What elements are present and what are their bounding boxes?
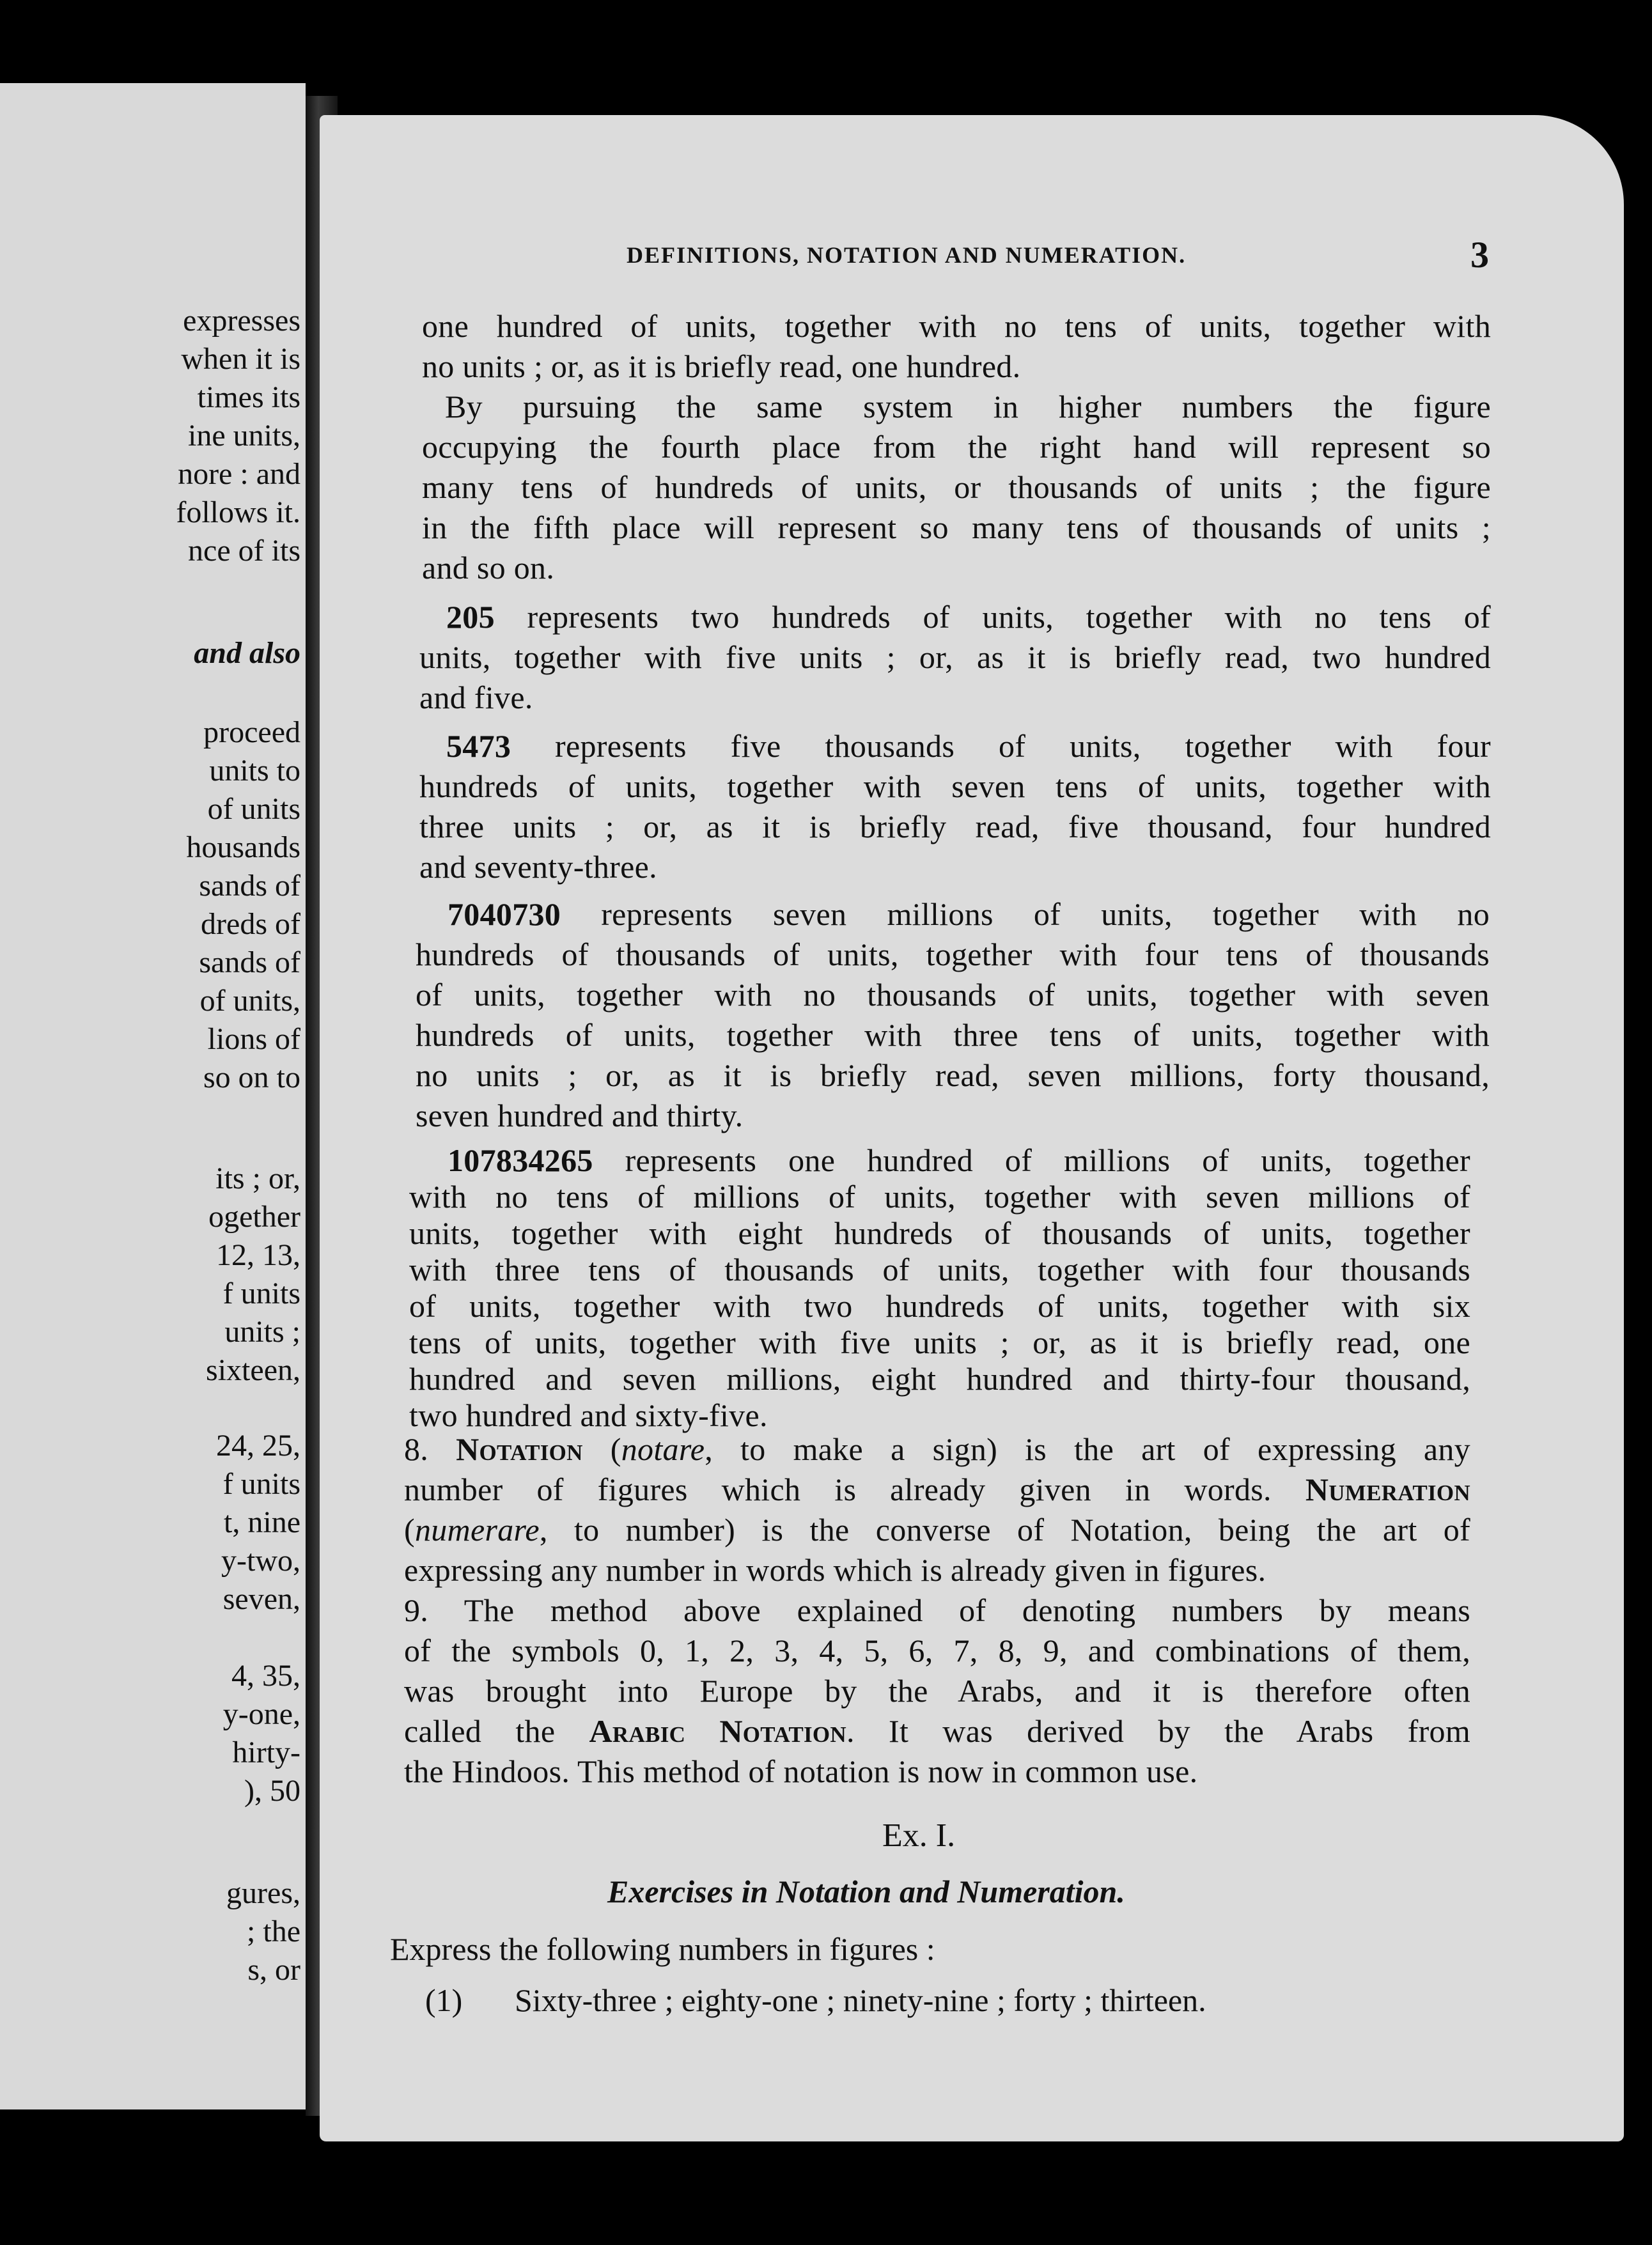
text-span: called the xyxy=(404,1713,589,1749)
text-span: expressing any number in words which is already given in figures. xyxy=(404,1552,1266,1588)
text-span: represents seven millions of units, together with no xyxy=(561,896,1490,932)
body-line xyxy=(416,938,1490,970)
left-page-line: ), 50 xyxy=(244,1774,300,1808)
text-span: represents five thousands of units, together with four xyxy=(511,728,1491,764)
left-page-line: hirty- xyxy=(232,1736,300,1769)
para8-line3 xyxy=(404,1514,1470,1546)
text-span: with three tens of thousands of units, together with four thousands xyxy=(409,1252,1470,1287)
text-span: hundred and seven millions, eight hundred and thirty-four thousand, xyxy=(409,1361,1470,1397)
text-span: two hundred and sixty-five. xyxy=(409,1397,768,1433)
text-span: units, together with five units ; or, as it is briefly read, two hundred xyxy=(419,639,1491,675)
text-span: one hundred of units, together with no tens of units, together with xyxy=(422,308,1491,344)
text-span: number of figures which is already given in words. xyxy=(404,1472,1305,1507)
text-span: and five. xyxy=(419,680,533,715)
para9-line1 xyxy=(404,1594,1470,1626)
text-span: tens of units, together with five units ; or, as it is briefly read, one xyxy=(409,1324,1470,1360)
text-span: represents two hundreds of units, together with no tens of xyxy=(494,599,1491,635)
left-page-line: units to xyxy=(209,754,300,788)
left-page-line: ; the xyxy=(247,1915,300,1948)
text-span: ( xyxy=(404,1512,415,1548)
left-page-line: follows it. xyxy=(176,495,300,529)
left-page-line: ine units, xyxy=(188,419,300,453)
left-page-line: gures, xyxy=(226,1876,300,1910)
left-page-line: t, nine xyxy=(224,1505,300,1539)
left-page-line: so on to xyxy=(203,1060,300,1094)
left-page-line: expresses xyxy=(183,304,300,338)
body-line xyxy=(416,1019,1490,1051)
text-span: units, together with eight hundreds of thousands of units, together xyxy=(409,1215,1470,1251)
text-span: no units ; or, as it is briefly read, one hundred. xyxy=(422,348,1021,384)
left-page-line: y-one, xyxy=(222,1697,300,1731)
para9-line5 xyxy=(404,1755,1470,1787)
left-page xyxy=(0,83,306,2109)
exercise-heading: Ex. I. xyxy=(882,1817,956,1854)
body-line xyxy=(446,601,1491,633)
body-line xyxy=(409,1363,1470,1395)
body-line xyxy=(419,811,1491,843)
body-line xyxy=(409,1399,1470,1431)
body-line xyxy=(419,641,1491,673)
left-page-line: units ; xyxy=(224,1315,300,1349)
figure-number: 5473 xyxy=(446,728,511,764)
figure-number: 205 xyxy=(446,599,495,635)
text-span: with no tens of millions of units, together with seven millions of xyxy=(409,1179,1470,1215)
text-span: three units ; or, as it is briefly read, five thousand, four hundred xyxy=(419,809,1491,844)
term-numerare: numerare xyxy=(414,1512,540,1548)
body-line xyxy=(446,730,1491,762)
text-span: hundreds of units, together with seven tens of units, together with xyxy=(419,768,1491,804)
para8-line4 xyxy=(404,1554,1470,1586)
body-line xyxy=(409,1326,1470,1358)
para8-line1 xyxy=(404,1433,1470,1465)
text-span: occupying the fourth place from the right hand will represent so xyxy=(422,429,1491,465)
left-page-line: ogether xyxy=(208,1200,300,1234)
left-page-line: and also xyxy=(194,636,300,670)
body-line xyxy=(419,681,1491,713)
body-line xyxy=(422,511,1491,543)
left-page-line: sands of xyxy=(199,869,300,903)
left-page-line: nore : and xyxy=(178,457,300,491)
body-line xyxy=(419,770,1491,802)
body-line xyxy=(409,1181,1470,1213)
body-line xyxy=(445,391,1491,423)
left-page-line: 4, 35, xyxy=(231,1659,300,1693)
text-span: and so on. xyxy=(422,550,555,586)
body-line xyxy=(409,1217,1470,1249)
para-number: 8. xyxy=(404,1431,456,1467)
body-line xyxy=(409,1254,1470,1286)
body-line xyxy=(409,1290,1470,1322)
left-page-line: proceed xyxy=(203,715,300,749)
text-span: represents one hundred of millions of units, together xyxy=(593,1142,1470,1178)
text-span: ( xyxy=(582,1431,621,1467)
left-page-line: 24, 25, xyxy=(216,1429,300,1463)
body-line xyxy=(422,431,1491,463)
text-span: seven hundred and thirty. xyxy=(416,1098,744,1133)
text-span: , to number) is the converse of Notation, being the art of xyxy=(539,1512,1470,1548)
text-span: no units ; or, as it is briefly read, seven millions, forty thousand, xyxy=(416,1057,1490,1093)
left-page-line: housands xyxy=(186,830,300,864)
left-page-line: 12, 13, xyxy=(216,1238,300,1272)
para9-line4 xyxy=(404,1715,1470,1747)
term-arabic-notation: Arabic Notation xyxy=(589,1713,847,1749)
body-line xyxy=(422,350,1491,382)
left-page-line: lions of xyxy=(207,1022,300,1056)
text-span: hundreds of units, together with three tens of units, together with xyxy=(416,1017,1490,1053)
term-notation: Notation xyxy=(456,1431,583,1467)
left-page-line: y-two, xyxy=(221,1544,300,1578)
body-line xyxy=(416,1099,1490,1131)
exercise-item-number: (1) xyxy=(425,1982,463,2018)
figure-number: 7040730 xyxy=(448,896,561,932)
exercise-item-text: Sixty-three ; eighty-one ; ninety-nine ; forty ; thirteen. xyxy=(515,1982,1206,2018)
left-page-line: f units xyxy=(222,1467,300,1501)
para9-line3 xyxy=(404,1675,1470,1707)
page-number: 3 xyxy=(1470,234,1489,276)
body-line xyxy=(422,471,1491,503)
text-span: hundreds of thousands of units, together with four tens of thousands xyxy=(416,936,1490,972)
text-span: . It was derived by the Arabs from xyxy=(846,1713,1471,1749)
text-span: , to make a sign) is the art of expressing any xyxy=(705,1431,1470,1467)
left-page-line: when it is xyxy=(181,342,300,376)
text-span: By pursuing the same system in higher numbers the figure xyxy=(445,389,1491,424)
left-page-line: nce of its xyxy=(188,534,300,568)
body-line xyxy=(422,552,1491,584)
left-page-line: sixteen, xyxy=(206,1353,300,1387)
text-span: 9. The method above explained of denoting numbers by means xyxy=(404,1592,1470,1628)
text-span: many tens of hundreds of units, or thousands of units ; the figure xyxy=(422,469,1491,505)
text-span: in the fifth place will represent so many tens of thousands of units ; xyxy=(422,509,1491,545)
body-line xyxy=(448,898,1490,930)
exercise-subtitle: Exercises in Notation and Numeration. xyxy=(607,1874,1125,1909)
text-span: of units, together with two hundreds of units, together with six xyxy=(409,1288,1470,1324)
figure-number: 107834265 xyxy=(448,1142,593,1178)
left-page-line: sands of xyxy=(199,945,300,979)
left-page-line: of units xyxy=(207,792,300,826)
text-span: of the symbols 0, 1, 2, 3, 4, 5, 6, 7, 8, 9, and combinations of them, xyxy=(404,1633,1470,1668)
body-line xyxy=(416,979,1490,1011)
running-title: DEFINITIONS, NOTATION AND NUMERATION. xyxy=(627,242,1187,268)
para9-line2 xyxy=(404,1635,1470,1666)
left-page-line: s, or xyxy=(247,1953,300,1987)
left-page-line: of units, xyxy=(199,984,300,1018)
text-span: was brought into Europe by the Arabs, and it is therefore often xyxy=(404,1673,1470,1709)
left-page-line: seven, xyxy=(222,1582,300,1616)
term-numeration: Numeration xyxy=(1305,1472,1470,1507)
para8-line2 xyxy=(404,1473,1470,1505)
body-line xyxy=(416,1059,1490,1091)
exercise-instruction: Express the following numbers in figures : xyxy=(390,1931,935,1967)
left-page-line: f units xyxy=(222,1277,300,1310)
text-span: the Hindoos. This method of notation is now in common use. xyxy=(404,1753,1198,1789)
body-line xyxy=(448,1144,1470,1176)
body-line xyxy=(422,310,1491,342)
text-span: of units, together with no thousands of units, together with seven xyxy=(416,977,1490,1013)
text-span: and seventy-three. xyxy=(419,849,657,885)
left-page-line: times its xyxy=(197,380,300,414)
left-page-line: its ; or, xyxy=(215,1161,300,1195)
body-line xyxy=(419,851,1491,883)
left-page-line: dreds of xyxy=(201,907,300,941)
term-notare: notare xyxy=(621,1431,705,1467)
